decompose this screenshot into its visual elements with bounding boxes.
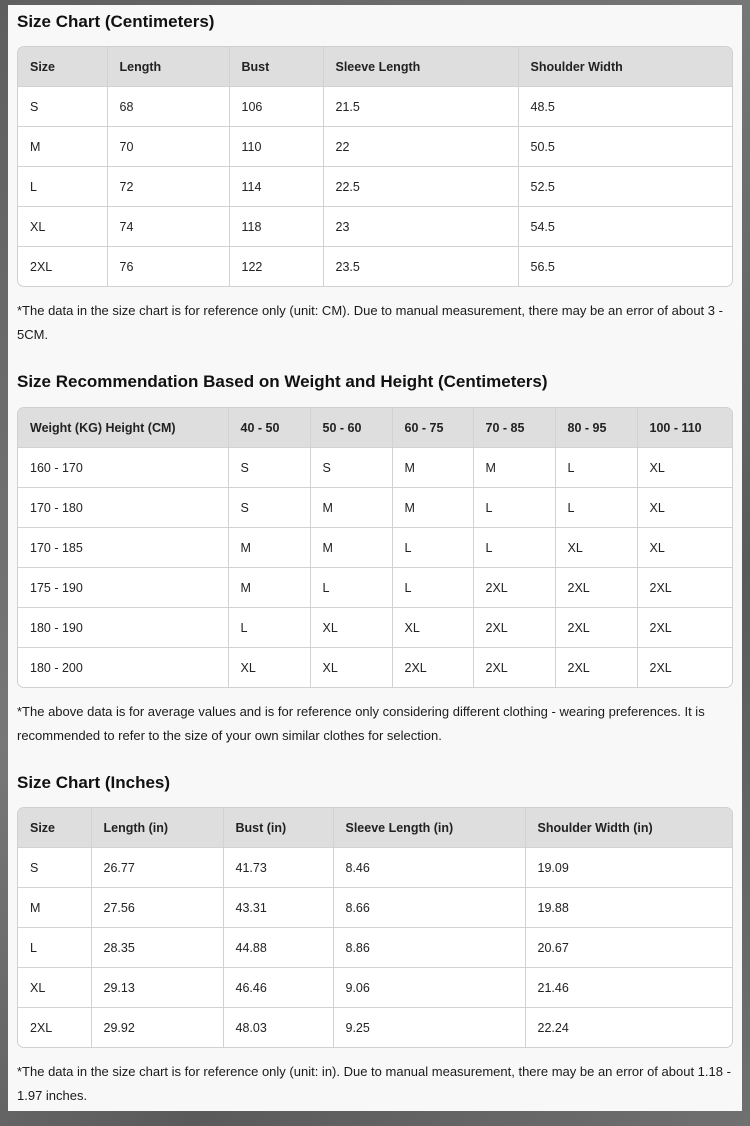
column-header: Weight (KG) Height (CM) [18,408,228,448]
column-header: Length (in) [91,808,223,848]
table-cell: 26.77 [91,848,223,888]
table-cell: 54.5 [518,207,732,247]
table-cell: M [18,888,91,928]
table-cell: 8.86 [333,928,525,968]
table-cell: 29.13 [91,968,223,1008]
table-cell: 2XL [555,568,637,608]
column-header: Sleeve Length (in) [333,808,525,848]
inch-chart-note: *The data in the size chart is for reference only (unit: in). Due to manual measurement, there may be an error of about 1.18 - 1.97 inches. [17,1064,731,1103]
table-cell: 19.88 [525,888,732,928]
table-cell: 2XL [473,648,555,688]
table-header-row [18,808,732,848]
column-header: Size [18,808,91,848]
table-cell: XL [18,968,91,1008]
table-cell: 180 - 200 [18,648,228,688]
table-cell: 23.5 [323,247,518,287]
column-header: Bust (in) [223,808,333,848]
table-cell: 2XL [392,648,473,688]
table-cell: 43.31 [223,888,333,928]
table-cell: 2XL [637,568,732,608]
table-row [18,127,732,167]
table-cell: 48.03 [223,1008,333,1048]
table-cell: 19.09 [525,848,732,888]
table-cell: 170 - 180 [18,488,228,528]
table-cell: 9.25 [333,1008,525,1048]
column-header: Bust [229,47,323,87]
recommendation-title: Size Recommendation Based on Weight and Height (Centimeters) [17,372,548,391]
table-cell: L [228,608,310,648]
table-cell: 21.46 [525,968,732,1008]
table-cell: L [392,528,473,568]
table-cell: 2XL [473,568,555,608]
recommendation-note: *The above data is for average values and is for reference only considering different clothing - wearing preferences. It is recommended to refer to the size of your own similar clothes for selection. [17,704,705,743]
table-header-row [18,408,732,448]
table-row [18,247,732,287]
table-row [18,648,732,688]
cm-size-table [17,46,733,287]
table-row [18,928,732,968]
table-cell: XL [637,488,732,528]
table-cell: 22.24 [537,1020,569,1035]
table-row [18,1008,732,1048]
table-header-row [18,47,732,87]
table-cell: M [228,568,310,608]
table-cell: 56.5 [530,259,555,274]
column-header: Size [18,47,107,87]
table-cell: 68 [107,87,229,127]
table-cell: 74 [107,207,229,247]
column-header: 50 - 60 [310,408,392,448]
table-cell: M [392,488,473,528]
table-cell: 22 [323,127,518,167]
table-cell: 106 [229,87,323,127]
table-cell: 20.67 [525,928,732,968]
table-cell: S [228,448,310,488]
table-cell: 48.5 [518,87,732,127]
table-cell: L [18,928,91,968]
table-row [18,207,732,247]
table-cell: L [473,528,555,568]
column-header: 80 - 95 [555,408,637,448]
table-cell: 114 [229,167,323,207]
table-cell: 2XL [555,648,637,688]
table-cell: S [310,448,392,488]
table-cell: 110 [229,127,323,167]
column-header: Length [107,47,229,87]
table-cell: 72 [107,167,229,207]
table-cell: 50.5 [518,127,732,167]
table-cell: 175 - 190 [18,568,228,608]
column-header: 40 - 50 [228,408,310,448]
table-cell: 160 - 170 [18,448,228,488]
table-cell: XL [18,207,107,247]
cm-chart-title: Size Chart (Centimeters) [17,12,215,31]
table-row [18,568,732,608]
inch-chart-title: Size Chart (Inches) [17,773,171,792]
table-row [18,528,732,568]
table-cell: 29.92 [91,1008,223,1048]
table-cell: 2XL [473,608,555,648]
inch-size-table [17,807,733,1048]
table-cell: S [228,488,310,528]
table-cell: 118 [229,207,323,247]
column-header: Sleeve Length [323,47,518,87]
table-cell: 23 [323,207,518,247]
table-cell: 76 [107,247,229,287]
table-cell: 180 - 190 [18,608,228,648]
table-body [18,448,732,688]
table-cell: M [392,448,473,488]
column-header: Shoulder Width (in) [525,808,732,848]
table-cell: XL [310,648,392,688]
table-cell: 2XL [649,660,672,675]
cm-chart-note: *The data in the size chart is for reference only (unit: CM). Due to manual measurement, there may be an error of about 3 - 5CM. [17,303,723,342]
table-cell: 2XL [637,608,732,648]
column-header: 70 - 85 [473,408,555,448]
table-row [18,87,732,127]
table-row [18,968,732,1008]
table-cell: L [392,568,473,608]
table-cell: S [18,848,91,888]
table-cell: XL [228,648,310,688]
table-cell: 70 [107,127,229,167]
column-header: Shoulder Width [518,47,732,87]
table-cell: 28.35 [91,928,223,968]
table-cell: L [555,448,637,488]
table-body [18,848,732,1048]
table-cell: S [18,87,107,127]
table-cell: 8.66 [333,888,525,928]
table-cell: L [473,488,555,528]
table-row [18,488,732,528]
table-cell: XL [555,528,637,568]
table-cell: XL [310,608,392,648]
table-cell: M [228,528,310,568]
table-cell: L [18,167,107,207]
column-header: 100 - 110 [637,408,732,448]
table-cell: 2XL [18,1008,91,1048]
table-cell: 2XL [555,608,637,648]
table-cell: 21.5 [323,87,518,127]
table-cell: L [310,568,392,608]
table-cell: XL [637,528,732,568]
table-cell: 122 [229,247,323,287]
recommendation-table [17,407,733,688]
table-cell: L [555,488,637,528]
table-cell: 52.5 [518,167,732,207]
table-cell: 46.46 [223,968,333,1008]
table-cell: M [310,528,392,568]
table-cell: M [473,448,555,488]
table-cell: 170 - 185 [18,528,228,568]
table-cell: 2XL [18,247,107,287]
column-header: 60 - 75 [392,408,473,448]
table-row [18,888,732,928]
table-cell: 27.56 [91,888,223,928]
table-cell: 8.46 [333,848,525,888]
table-cell: 22.5 [323,167,518,207]
table-cell: XL [637,448,732,488]
table-row [18,848,732,888]
table-cell: XL [392,608,473,648]
table-row [18,167,732,207]
table-row [18,448,732,488]
size-guide-page [8,5,742,1111]
table-row [18,608,732,648]
table-cell: 44.88 [223,928,333,968]
table-body [18,87,732,287]
table-cell: M [310,488,392,528]
table-cell: 9.06 [333,968,525,1008]
table-cell: M [18,127,107,167]
table-cell: 41.73 [223,848,333,888]
